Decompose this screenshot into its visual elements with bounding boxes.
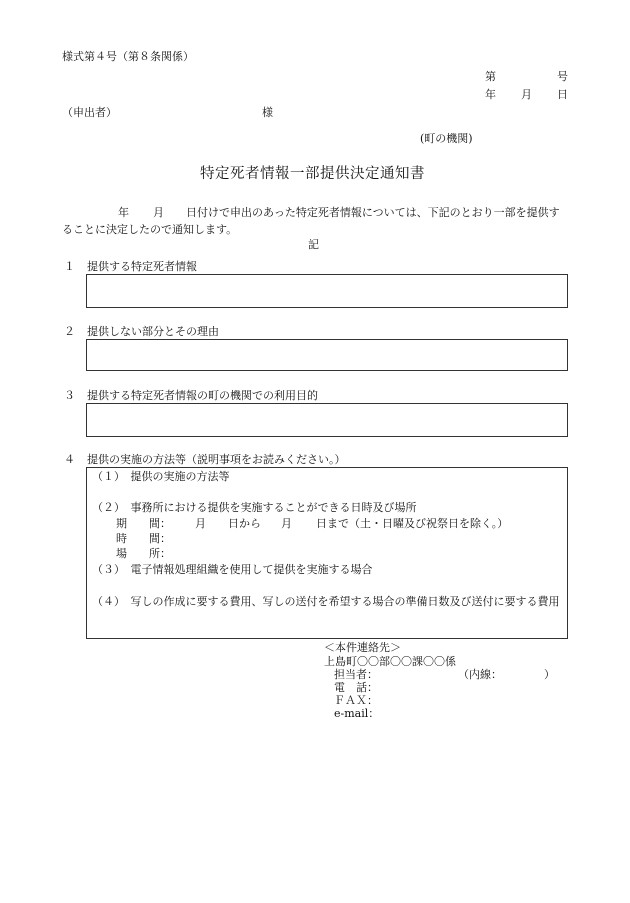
- section-3-label: 提供する特定死者情報の町の機関での利用目的: [87, 389, 318, 402]
- contact-fax-label: ＦＡＸ：: [334, 694, 378, 707]
- method-item-2: （２） 事務所における提供を実施することができる日時及び場所: [92, 501, 417, 514]
- method-item-1: （１） 提供の実施の方法等: [92, 470, 230, 483]
- applicant-label: （申出者）: [62, 106, 117, 119]
- document-title: 特定死者情報一部提供決定通知書: [200, 166, 425, 182]
- contact-extension-label: （内線：: [458, 668, 502, 681]
- section-4-number: ４: [64, 453, 75, 466]
- doc-number-suffix: 号: [557, 70, 568, 83]
- period-from: 日から: [228, 517, 261, 530]
- intro-paragraph: [62, 204, 570, 238]
- intro-year: 年: [118, 206, 129, 219]
- section-1-label: 提供する特定死者情報: [87, 260, 197, 273]
- applicant-honorific: 様: [262, 106, 273, 119]
- time-label: 時 間：: [116, 532, 171, 545]
- form-number: 様式第４号（第８条関係）: [62, 50, 194, 63]
- contact-org: 上島町〇〇部〇〇課〇〇係: [324, 655, 456, 668]
- contact-phone-label: 電 話：: [334, 681, 378, 694]
- period-label: 期 間：: [116, 517, 171, 530]
- period-month-1: 月: [195, 517, 206, 530]
- contact-heading: ＜本件連絡先＞: [324, 641, 401, 654]
- contact-extension-close: ）: [544, 668, 555, 681]
- contact-email-label: e-mail：: [334, 707, 380, 720]
- date-day: 日: [557, 88, 568, 101]
- intro-month: 月: [153, 206, 164, 219]
- section-2-number: ２: [64, 325, 75, 338]
- section-3-number: ３: [64, 389, 75, 402]
- period-until: 日まで（土・日曜及び祝祭日を除く。）: [316, 517, 509, 530]
- method-item-4: （４） 写しの作成に要する費用、写しの送付を希望する場合の準備日数及び送付に要する費用: [92, 595, 560, 608]
- method-item-3: （３） 電子情報処理組織を使用して提供を実施する場合: [92, 563, 373, 576]
- ki-label: 記: [308, 238, 319, 251]
- doc-number-prefix: 第: [485, 70, 496, 83]
- place-label: 場 所：: [116, 547, 171, 560]
- period-month-2: 月: [281, 517, 292, 530]
- section-1-box: [86, 274, 568, 308]
- contact-person-label: 担当者：: [334, 668, 378, 681]
- issuer-label: (町の機関): [420, 132, 473, 145]
- date-month: 月: [521, 88, 532, 101]
- section-4-label: 提供の実施の方法等（説明事項をお読みください。）: [87, 453, 346, 466]
- section-3-box: [86, 403, 568, 437]
- section-1-number: １: [64, 260, 75, 273]
- date-year: 年: [485, 88, 496, 101]
- period-row: [116, 517, 508, 531]
- section-2-box: [86, 339, 568, 371]
- section-2-label: 提供しない部分とその理由: [87, 325, 219, 338]
- intro-text: 日付けで申出のあった特定死者情報については、下記のとおり一部を提供することに決定したので通知します。: [62, 206, 560, 236]
